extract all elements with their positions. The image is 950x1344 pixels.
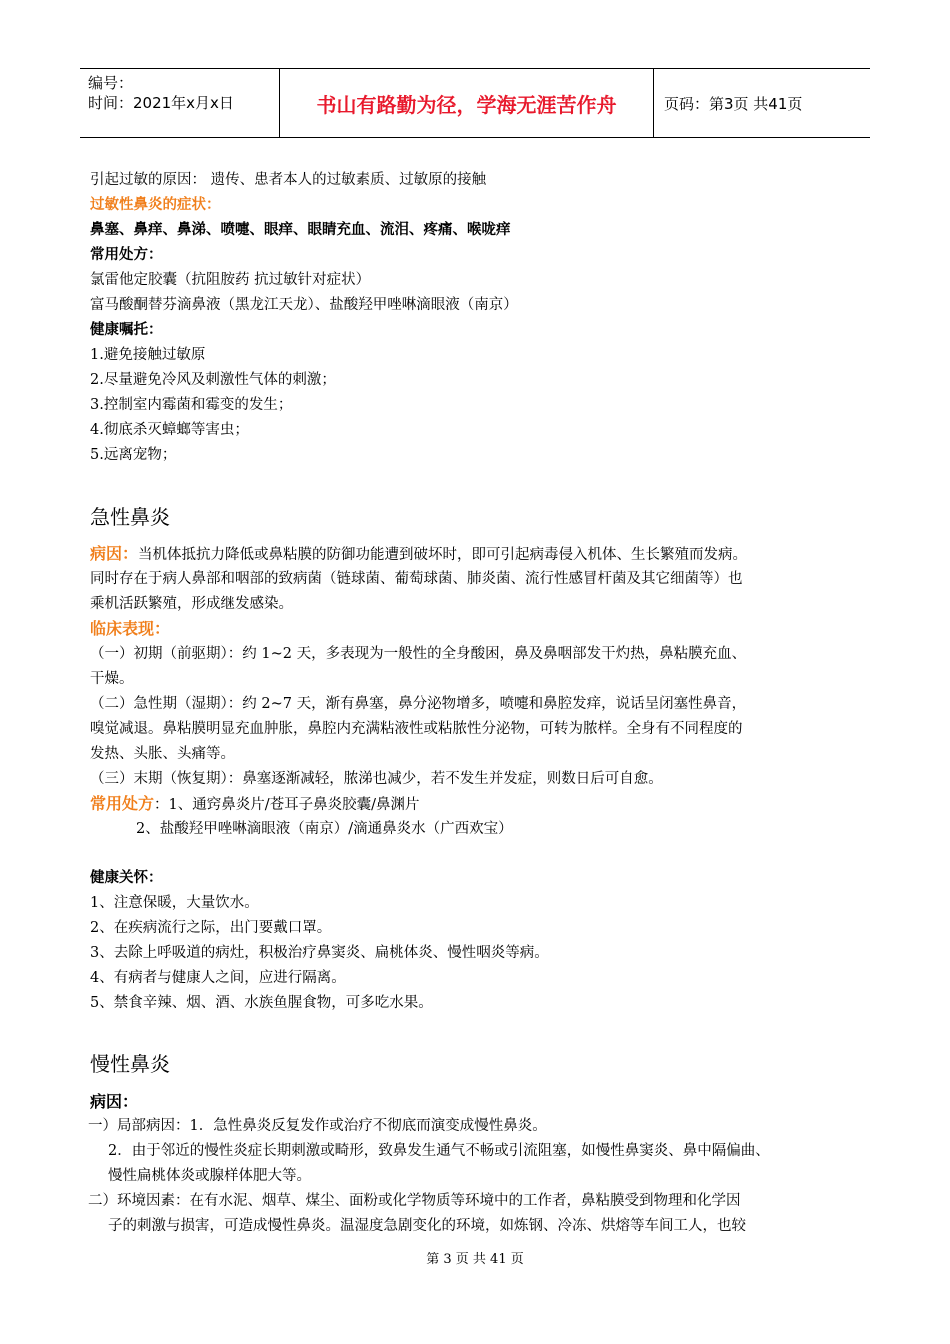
- acute-rx-1: [90, 792, 420, 817]
- acute-stage-3: （三）末期（恢复期）：鼻塞逐渐减轻，脓涕也减少，若不发生并发症，则数日后可自愈。: [90, 771, 663, 787]
- chronic-title: 慢性鼻炎: [90, 1052, 170, 1076]
- allergy-rx-title: 常用处方：: [90, 247, 163, 263]
- allergy-advice-item: 1.避免接触过敏原: [90, 347, 206, 363]
- allergy-advice-item: 2.尽量避免冷风及刺激性气体的刺激；: [90, 372, 336, 388]
- acute-cause-text: 当机体抵抗力降低或鼻粘膜的防御功能遭到破坏时，即可引起病毒侵入机体、生长繁殖而发病。: [138, 547, 748, 563]
- acute-cause-1: [90, 542, 747, 567]
- page-header: [80, 68, 870, 138]
- acute-stage-2c: 发热、头胀、头痛等。: [90, 746, 235, 762]
- acute-care-item: 5、禁食辛辣、烟、酒、水族鱼腥食物，可多吃水果。: [90, 995, 433, 1011]
- allergy-cause: 引起过敏的原因： 遗传、患者本人的过敏素质、过敏原的接触: [90, 172, 487, 188]
- chronic-env-1: 二）环境因素：在有水泥、烟草、煤尘、面粉或化学物质等环境中的工作者，鼻粘膜受到物理和化学因: [88, 1193, 741, 1209]
- allergy-advice-item: 5.远离宠物；: [90, 447, 177, 463]
- acute-stage-2b: 嗅觉减退。鼻粘膜明显充血肿胀，鼻腔内充满粘液性或粘脓性分泌物，可转为脓样。全身有不同程度的: [90, 721, 743, 737]
- chronic-local-2b: 慢性扁桃体炎或腺样体肥大等。: [108, 1168, 311, 1184]
- acute-clinical-title: 临床表现：: [90, 619, 171, 638]
- acute-care-item: 1、注意保暖，大量饮水。: [90, 895, 259, 911]
- allergy-rx-2: 富马酸酮替芬滴鼻液（黑龙江天龙）、盐酸羟甲唑啉滴眼液（南京）: [90, 297, 518, 313]
- chronic-env-2: 子的刺激与损害，可造成慢性鼻炎。温湿度急剧变化的环境，如炼钢、冷冻、烘熔等车间工人，也较: [108, 1218, 746, 1234]
- header-meta: [80, 69, 280, 137]
- acute-care-item: 4、有病者与健康人之间，应进行隔离。: [90, 970, 346, 986]
- chronic-local-1: 一）局部病因：1．急性鼻炎反复发作或治疗不彻底而演变成慢性鼻炎。: [88, 1118, 547, 1134]
- header-motto: 书山有路勤为径，学海无涯苦作舟: [280, 69, 654, 137]
- acute-cause-label: 病因：: [90, 544, 139, 563]
- allergy-advice-title: 健康嘱托：: [90, 322, 163, 338]
- chronic-local-2a: 2．由于邻近的慢性炎症长期刺激或畸形，致鼻发生通气不畅或引流阻塞，如慢性鼻窦炎、鼻中隔偏曲、: [108, 1143, 770, 1159]
- number-label: 编号：: [88, 74, 134, 92]
- acute-cause-3: 乘机活跃繁殖，形成继发感染。: [90, 596, 293, 612]
- acute-stage-2a: （二）急性期（湿期）：约 2~7 天，渐有鼻塞，鼻分泌物增多，喷嚏和鼻腔发痒，说话呈闭塞性鼻音，: [90, 696, 747, 712]
- acute-stage-1b: 干燥。: [90, 671, 134, 687]
- allergy-advice-item: 4.彻底杀灭蟑螂等害虫；: [90, 422, 249, 438]
- acute-rx-label: 常用处方: [90, 794, 155, 813]
- allergy-rx-1: 氯雷他定胶囊（抗阻胺药 抗过敏针对症状）: [90, 272, 371, 288]
- acute-title: 急性鼻炎: [90, 505, 170, 529]
- allergy-advice-item: 3.控制室内霉菌和霉变的发生；: [90, 397, 293, 413]
- time-label: 时间：2021年x月x日: [88, 94, 234, 112]
- acute-care-item: 3、去除上呼吸道的病灶，积极治疗鼻窦炎、扁桃体炎、慢性咽炎等病。: [90, 945, 549, 961]
- acute-care-title: 健康关怀：: [90, 870, 163, 886]
- acute-care-item: 2、在疾病流行之际，出门要戴口罩。: [90, 920, 332, 936]
- allergy-symptoms: 鼻塞、鼻痒、鼻涕、喷嚏、眼痒、眼睛充血、流泪、疼痛、喉咙痒: [90, 222, 511, 238]
- page-footer: 第 3 页 共 41 页: [426, 1252, 524, 1267]
- allergy-symptom-title: 过敏性鼻炎的症状：: [90, 197, 221, 213]
- acute-cause-2: 同时存在于病人鼻部和咽部的致病菌（链球菌、葡萄球菌、肺炎菌、流行性感冒杆菌及其它细菌等）也: [90, 571, 743, 587]
- acute-stage-1a: （一）初期（前驱期）：约 1~2 天，多表现为一般性的全身酸困，鼻及鼻咽部发干灼热，鼻粘膜充血、: [90, 646, 747, 662]
- header-page-info: 页码：第3页 共41页: [664, 94, 803, 113]
- acute-rx-2: 2、盐酸羟甲唑啉滴眼液（南京）/滴通鼻炎水（广西欢宝）: [136, 821, 513, 837]
- acute-rx-1-text: ：1、通窍鼻炎片/苍耳子鼻炎胶囊/鼻渊片: [154, 797, 420, 813]
- chronic-cause-title: 病因：: [90, 1092, 139, 1111]
